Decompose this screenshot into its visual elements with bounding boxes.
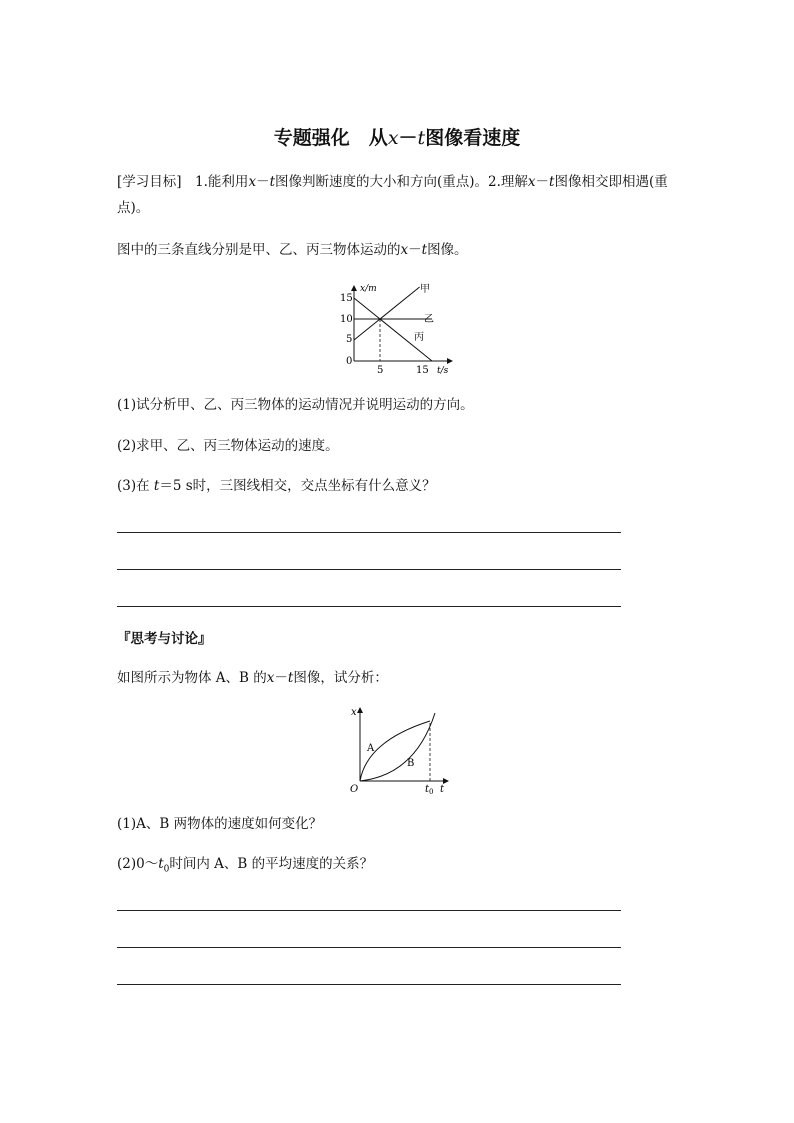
answer-line[interactable] — [117, 984, 621, 985]
discussion-question-2: $(2)0\sim t_0$时间内 A、B 的平均速度的关系？ — [117, 856, 374, 875]
label-a: A — [367, 743, 375, 754]
y-tick-10: 10 — [340, 314, 353, 325]
label-bing: 丙 — [414, 332, 424, 343]
question-1: (1)试分析甲、乙、丙三物体的运动情况并说明运动的方向。 — [117, 397, 474, 413]
answer-line[interactable] — [117, 569, 621, 570]
label-jia: 甲 — [420, 284, 430, 295]
line-jia — [354, 287, 420, 340]
x-axis-label: t/s — [437, 366, 449, 376]
label-yi: 乙 — [424, 314, 434, 325]
discussion-intro: 如图所示为物体 A、B 的x－t图像，试分析： — [117, 670, 388, 686]
y-axis-label: x/m — [360, 284, 377, 294]
x-axis-label: t — [440, 784, 445, 795]
y-tick-5: 5 — [346, 334, 353, 345]
y-tick-0: 0 — [346, 356, 353, 367]
answer-line[interactable] — [117, 606, 621, 607]
y-tick-15: 15 — [340, 293, 353, 304]
question-3: (3)在 t＝5 s时，三图线相交，交点坐标有什么意义？ — [117, 478, 436, 494]
page-title: 专题强化 从x－t图像看速度 — [273, 127, 521, 149]
question-2: (2)求甲、乙、丙三物体运动的速度。 — [117, 438, 339, 454]
answer-line[interactable] — [117, 910, 621, 911]
objective-tag: [学习目标] — [117, 174, 182, 190]
x-tick-5: 5 — [377, 365, 384, 376]
xt-graph-ab-curves — [345, 703, 455, 797]
discussion-question-1: (1)A、B 两物体的速度如何变化？ — [117, 816, 323, 832]
label-b: B — [407, 758, 415, 769]
answer-line[interactable] — [117, 532, 621, 533]
learning-objectives: [学习目标] 1.能利用x－t图像判断速度的大小和方向(重点)。2.理解x－t图像相交即相遇(重点)。 — [117, 174, 668, 216]
xt-graph-three-objects — [330, 280, 460, 376]
y-axis-label: x — [351, 707, 357, 718]
discussion-heading: 『思考与讨论』 — [117, 631, 212, 647]
x-tick-15: 15 — [416, 365, 429, 376]
line-bing — [354, 298, 432, 361]
intro-paragraph: 图中的三条直线分别是甲、乙、丙三物体运动的x－t图像。 — [117, 242, 468, 258]
origin-label: O — [350, 784, 359, 795]
answer-line[interactable] — [117, 947, 621, 948]
t0-label: $t_0$ — [425, 784, 434, 796]
